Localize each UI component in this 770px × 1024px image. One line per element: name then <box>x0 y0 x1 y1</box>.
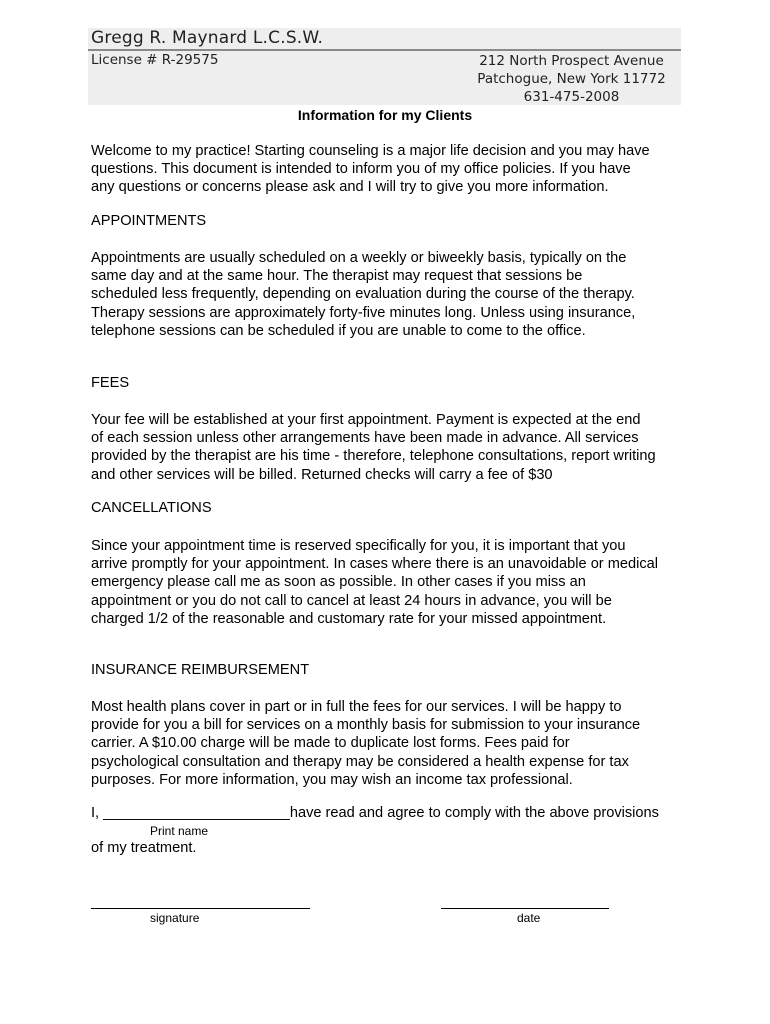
paragraph-line: telephone sessions can be scheduled if you are unable to come to the office. <box>91 322 586 339</box>
section-heading-appointments: APPOINTMENTS <box>91 213 207 229</box>
paragraph-line: provided by the therapist are his time - therefore, telephone consultations, report writing <box>91 448 656 465</box>
print-name-label: Print name <box>150 824 209 838</box>
date-label: date <box>517 911 541 925</box>
paragraph-line: charged 1/2 of the reasonable and customary rate for your missed appointment. <box>91 610 607 627</box>
letterhead-divider <box>88 49 681 51</box>
paragraph-line: carrier. A $10.00 charge will be made to duplicate lost forms. Fees paid for <box>91 735 570 752</box>
paragraph-line: Appointments are usually scheduled on a weekly or biweekly basis, typically on the <box>91 250 627 266</box>
appointments-paragraph <box>91 249 691 340</box>
paragraph-line: of each session unless other arrangements have been made in advance. All services <box>91 430 639 447</box>
license-number: License # R-29575 <box>91 52 219 68</box>
section-heading-fees: FEES <box>91 375 130 391</box>
intro-line: questions. This document is intended to inform you of my office policies. If you have <box>91 161 631 178</box>
paragraph-line: Your fee will be established at your first appointment. Payment is expected at the end <box>91 412 641 428</box>
office-address <box>464 52 679 106</box>
letterhead <box>88 28 681 105</box>
paragraph-line: Therapy sessions are approximately forty-five minutes long. Unless using insurance, <box>91 304 636 321</box>
phone-number: 631-475-2008 <box>523 89 620 105</box>
intro-line: Welcome to my practice! Starting counseling is a major life decision and you may have <box>91 143 650 159</box>
paragraph-line: Since your appointment time is reserved specifically for you, it is important that you <box>91 538 626 554</box>
paragraph-line: appointment or you do not call to cancel at least 24 hours in advance, you will be <box>91 592 612 609</box>
paragraph-line: arrive promptly for your appointment. In cases where there is an unavoidable or medical <box>91 556 659 573</box>
fees-paragraph <box>91 411 691 484</box>
signature-line <box>91 908 310 909</box>
agreement-continuation: of my treatment. <box>91 840 197 856</box>
document-title: Information for my Clients <box>297 107 473 123</box>
paragraph-line: same day and at the same hour. The therapist may request that sessions be <box>91 268 583 285</box>
paragraph-line: psychological consultation and therapy may be considered a health expense for tax <box>91 753 629 770</box>
insurance-paragraph <box>91 698 691 789</box>
intro-line: any questions or concerns please ask and I will try to give you more information. <box>91 179 609 196</box>
section-heading-cancellations: CANCELLATIONS <box>91 500 212 516</box>
address-street: 212 North Prospect Avenue <box>479 53 664 69</box>
cancellations-paragraph <box>91 537 691 628</box>
paragraph-line: and other services will be billed. Returned checks will carry a fee of $30 <box>91 466 553 483</box>
section-heading-insurance: INSURANCE REIMBURSEMENT <box>91 662 310 678</box>
address-city: Patchogue, New York 11772 <box>477 71 666 87</box>
practitioner-name: Gregg R. Maynard L.C.S.W. <box>91 28 324 48</box>
date-line <box>441 908 609 909</box>
paragraph-line: purposes. For more information, you may wish an income tax professional. <box>91 771 573 788</box>
paragraph-line: provide for you a bill for services on a monthly basis for submission to your insurance <box>91 717 641 734</box>
paragraph-line: emergency please call me as soon as possible. In other cases if you miss an <box>91 574 586 591</box>
agreement-statement: I, _______________________have read and agree to comply with the above provisions <box>91 805 659 821</box>
paragraph-line: scheduled less frequently, depending on evaluation during the course of the therapy. <box>91 286 635 303</box>
paragraph-line: Most health plans cover in part or in full the fees for our services. I will be happy to <box>91 699 622 715</box>
intro-paragraph <box>91 142 691 197</box>
signature-label: signature <box>150 911 200 925</box>
